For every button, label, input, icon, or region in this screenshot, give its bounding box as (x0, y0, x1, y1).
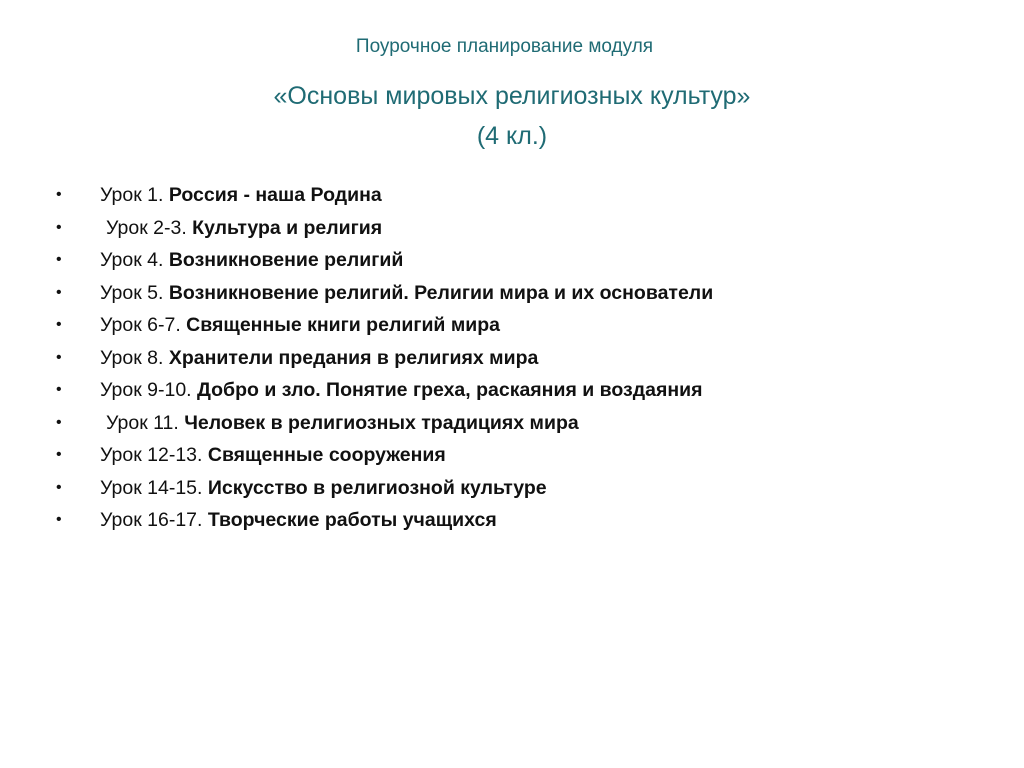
lesson-item (56, 439, 976, 472)
lesson-text (100, 309, 500, 342)
lesson-item (56, 472, 976, 505)
lesson-number: Урок 5. (100, 281, 169, 304)
lesson-text (100, 504, 497, 537)
slide-subtitle: Поурочное планирование модуля (355, 36, 654, 57)
lesson-text (100, 277, 713, 310)
lesson-topic: Творческие работы учащихся (207, 509, 497, 531)
lesson-text (100, 244, 403, 277)
lesson-topic: Хранители предания в религиях мира (168, 346, 539, 369)
lesson-text (106, 212, 382, 245)
lesson-number: Урок 2-3. (106, 216, 193, 239)
lesson-item (56, 374, 976, 407)
bullet-icon: • (56, 251, 62, 268)
lesson-text (100, 342, 538, 375)
lesson-number: Урок 14-15. (100, 476, 208, 499)
lesson-list (56, 179, 976, 537)
lesson-item (56, 309, 976, 342)
lesson-number: Урок 11. (106, 411, 185, 434)
lesson-topic: Искусство в религиозной культуре (207, 476, 547, 499)
lesson-number: Урок 9-10. (100, 379, 198, 401)
lesson-text (100, 472, 547, 505)
lesson-number: Урок 1. (100, 184, 169, 206)
lesson-item (56, 212, 976, 245)
lesson-text (100, 374, 702, 407)
lesson-text (106, 407, 579, 440)
lesson-text (100, 439, 446, 472)
lesson-item (56, 407, 976, 440)
lesson-topic: Возникновение религий. Религии мира и их основатели (168, 281, 714, 304)
lesson-topic: Священные книги религий мира (186, 314, 500, 336)
lesson-item (56, 342, 976, 375)
lesson-topic: Культура и религия (192, 216, 383, 239)
lesson-number: Урок 6-7. (100, 314, 187, 336)
bullet-icon: • (56, 316, 62, 333)
lesson-item (56, 179, 976, 212)
slide-title: «Основы мировых религиозных культур» (273, 82, 751, 110)
bullet-icon: • (56, 218, 62, 236)
bullet-icon: • (56, 478, 62, 496)
bullet-icon: • (56, 446, 62, 463)
bullet-icon: • (56, 348, 62, 366)
lesson-topic: Священные сооружения (207, 444, 446, 466)
title-block (0, 30, 1024, 156)
lesson-item (56, 504, 976, 537)
slide-grade: (4 кл.) (476, 122, 548, 150)
bullet-icon: • (56, 186, 62, 203)
lesson-topic: Человек в религиозных традициях мира (184, 411, 579, 434)
bullet-icon: • (56, 283, 62, 301)
bullet-icon: • (56, 381, 62, 398)
lesson-number: Урок 12-13. (100, 444, 208, 466)
bullet-icon: • (56, 413, 62, 431)
lesson-topic: Возникновение религий (168, 249, 404, 271)
lesson-number: Урок 8. (100, 346, 169, 369)
bullet-icon: • (56, 511, 62, 528)
lesson-number: Урок 16-17. (100, 509, 208, 531)
lesson-topic: Россия - наша Родина (168, 184, 382, 206)
lesson-item (56, 277, 976, 310)
lesson-number: Урок 4. (100, 249, 169, 271)
lesson-item (56, 244, 976, 277)
lesson-topic: Добро и зло. Понятие греха, раскаяния и воздаяния (197, 379, 703, 401)
lesson-text (100, 179, 382, 212)
